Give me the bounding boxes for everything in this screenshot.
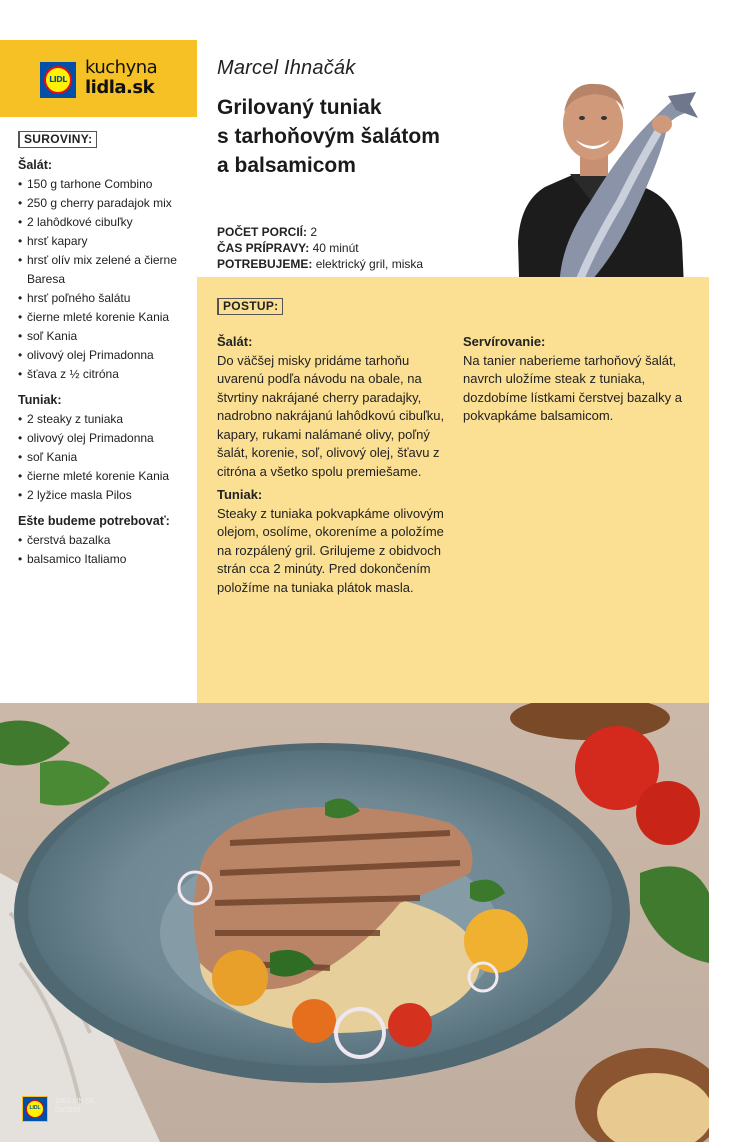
meta-portions	[217, 224, 423, 240]
ingredient-item: • 2 lyžice masla Pilos	[18, 486, 193, 505]
ingredients-column	[18, 130, 193, 569]
lidl-logo-text: LIDL	[49, 75, 67, 84]
recipe-title	[217, 93, 517, 180]
ingredient-item: • olivový olej Primadonna	[18, 429, 193, 448]
ingredient-group-title: Ešte budeme potrebovať:	[18, 514, 170, 528]
procedure-serve-title: Servírovanie:	[463, 334, 546, 349]
ingredient-item: • čierne mleté korenie Kania	[18, 467, 193, 486]
ingredient-item: • 250 g cherry paradajok mix	[18, 194, 193, 213]
ingredient-item: • hrsť kapary	[18, 232, 193, 251]
meta-equipment-value: elektrický gril, miska	[315, 257, 424, 271]
meta-time-label: ČAS PRÍPRAVY:	[217, 241, 310, 255]
procedure-tuna-text: Steaky z tuniaka pokvapkáme olivovým olejom, osolíme, okoreníme a položíme na rozpálený gril. Grilujeme z obidvoch strán cca 2 minúty. Pred dokončením položíme na tuniaka plátok masla.	[217, 505, 444, 595]
ingredient-item: • balsamico Italiamo	[18, 550, 193, 569]
brand-wordmark[interactable]	[85, 58, 157, 98]
ingredient-group-title: Tuniak:	[18, 393, 62, 407]
chef-with-tuna-image	[500, 52, 700, 310]
meta-time-value: 40 minút	[312, 241, 359, 255]
ingredient-list-tuna	[18, 410, 193, 505]
meta-portions-label: POČET PORCIÍ:	[217, 225, 308, 239]
recipe-title-line: Grilovaný tuniak	[217, 96, 382, 119]
meta-equipment	[217, 256, 423, 272]
recipe-meta	[217, 224, 423, 272]
procedure-serve-text: Na tanier naberieme tarhoňový šalát, navrch uložíme steak z tuniaka, dozdobíme lístkami čerstvej bazalky a pokvapkáme balsamicom.	[463, 352, 682, 423]
ingredient-item: • soľ Kania	[18, 448, 193, 467]
ingredient-item: • 2 steaky z tuniaka	[18, 410, 193, 429]
footer-code	[55, 1097, 95, 1115]
procedure-tuna-title: Tuniak:	[217, 487, 263, 502]
ingredient-item: • 2 lahôdkové cibuľky	[18, 213, 193, 232]
procedure-column-left	[217, 333, 452, 602]
author-name: Marcel Ihnačák	[217, 57, 356, 79]
procedure-salad-text: Do väčšej misky pridáme tarhoňu uvarenú podľa návodu na obale, na štvrtiny nakrájané cherry paradajky, nadrobno nakrájanú lahôdkovú cibuľku, kapary, rukami nalámané olivy, poľný šalát, korenie, soľ, olivový olej, šťavu z citróna a všetko spolu premiešame.	[217, 352, 445, 479]
meta-time	[217, 240, 423, 256]
recipe-title-line: s tarhoňovým šalátom	[217, 125, 440, 148]
dish-photo	[0, 703, 709, 1142]
recipe-title-line: a balsamicom	[217, 154, 356, 177]
ingredient-list-extra	[18, 531, 193, 569]
footer-code-line: 1563 LIN SK	[55, 1098, 95, 1105]
ingredient-item: • šťava z ½ citróna	[18, 365, 193, 384]
ingredient-item: • hrsť olív mix zelené a čierne Baresa	[18, 251, 193, 289]
meta-portions-value: 2	[310, 225, 318, 239]
footer-lidl-logo	[22, 1096, 48, 1122]
ingredient-item: • hrsť poľného šalátu	[18, 289, 193, 308]
ingredients-label: SUROVINY:	[18, 131, 97, 148]
brand-line2: lidla.sk	[85, 77, 155, 98]
ingredient-item: • olivový olej Primadonna	[18, 346, 193, 365]
meta-equipment-label: POTREBUJEME:	[217, 257, 313, 271]
footer-code-line: 03/2025	[55, 1107, 81, 1114]
brand-line1: kuchyna	[85, 57, 158, 78]
footer-logo-text: LIDL	[29, 1105, 41, 1111]
ingredient-list-salad	[18, 175, 193, 384]
ingredient-item: • soľ Kania	[18, 327, 193, 346]
procedure-label: POSTUP:	[217, 298, 283, 315]
ingredient-item: • 150 g tarhone Combino	[18, 175, 193, 194]
procedure-label-box	[217, 297, 283, 315]
lidl-logo[interactable]	[38, 60, 78, 100]
ingredient-item: • čierne mleté korenie Kania	[18, 308, 193, 327]
ingredient-item: • čerstvá bazalka	[18, 531, 193, 550]
procedure-column-right	[463, 333, 698, 431]
procedure-salad-title: Šalát:	[217, 334, 253, 349]
ingredient-group-title: Šalát:	[18, 158, 53, 172]
